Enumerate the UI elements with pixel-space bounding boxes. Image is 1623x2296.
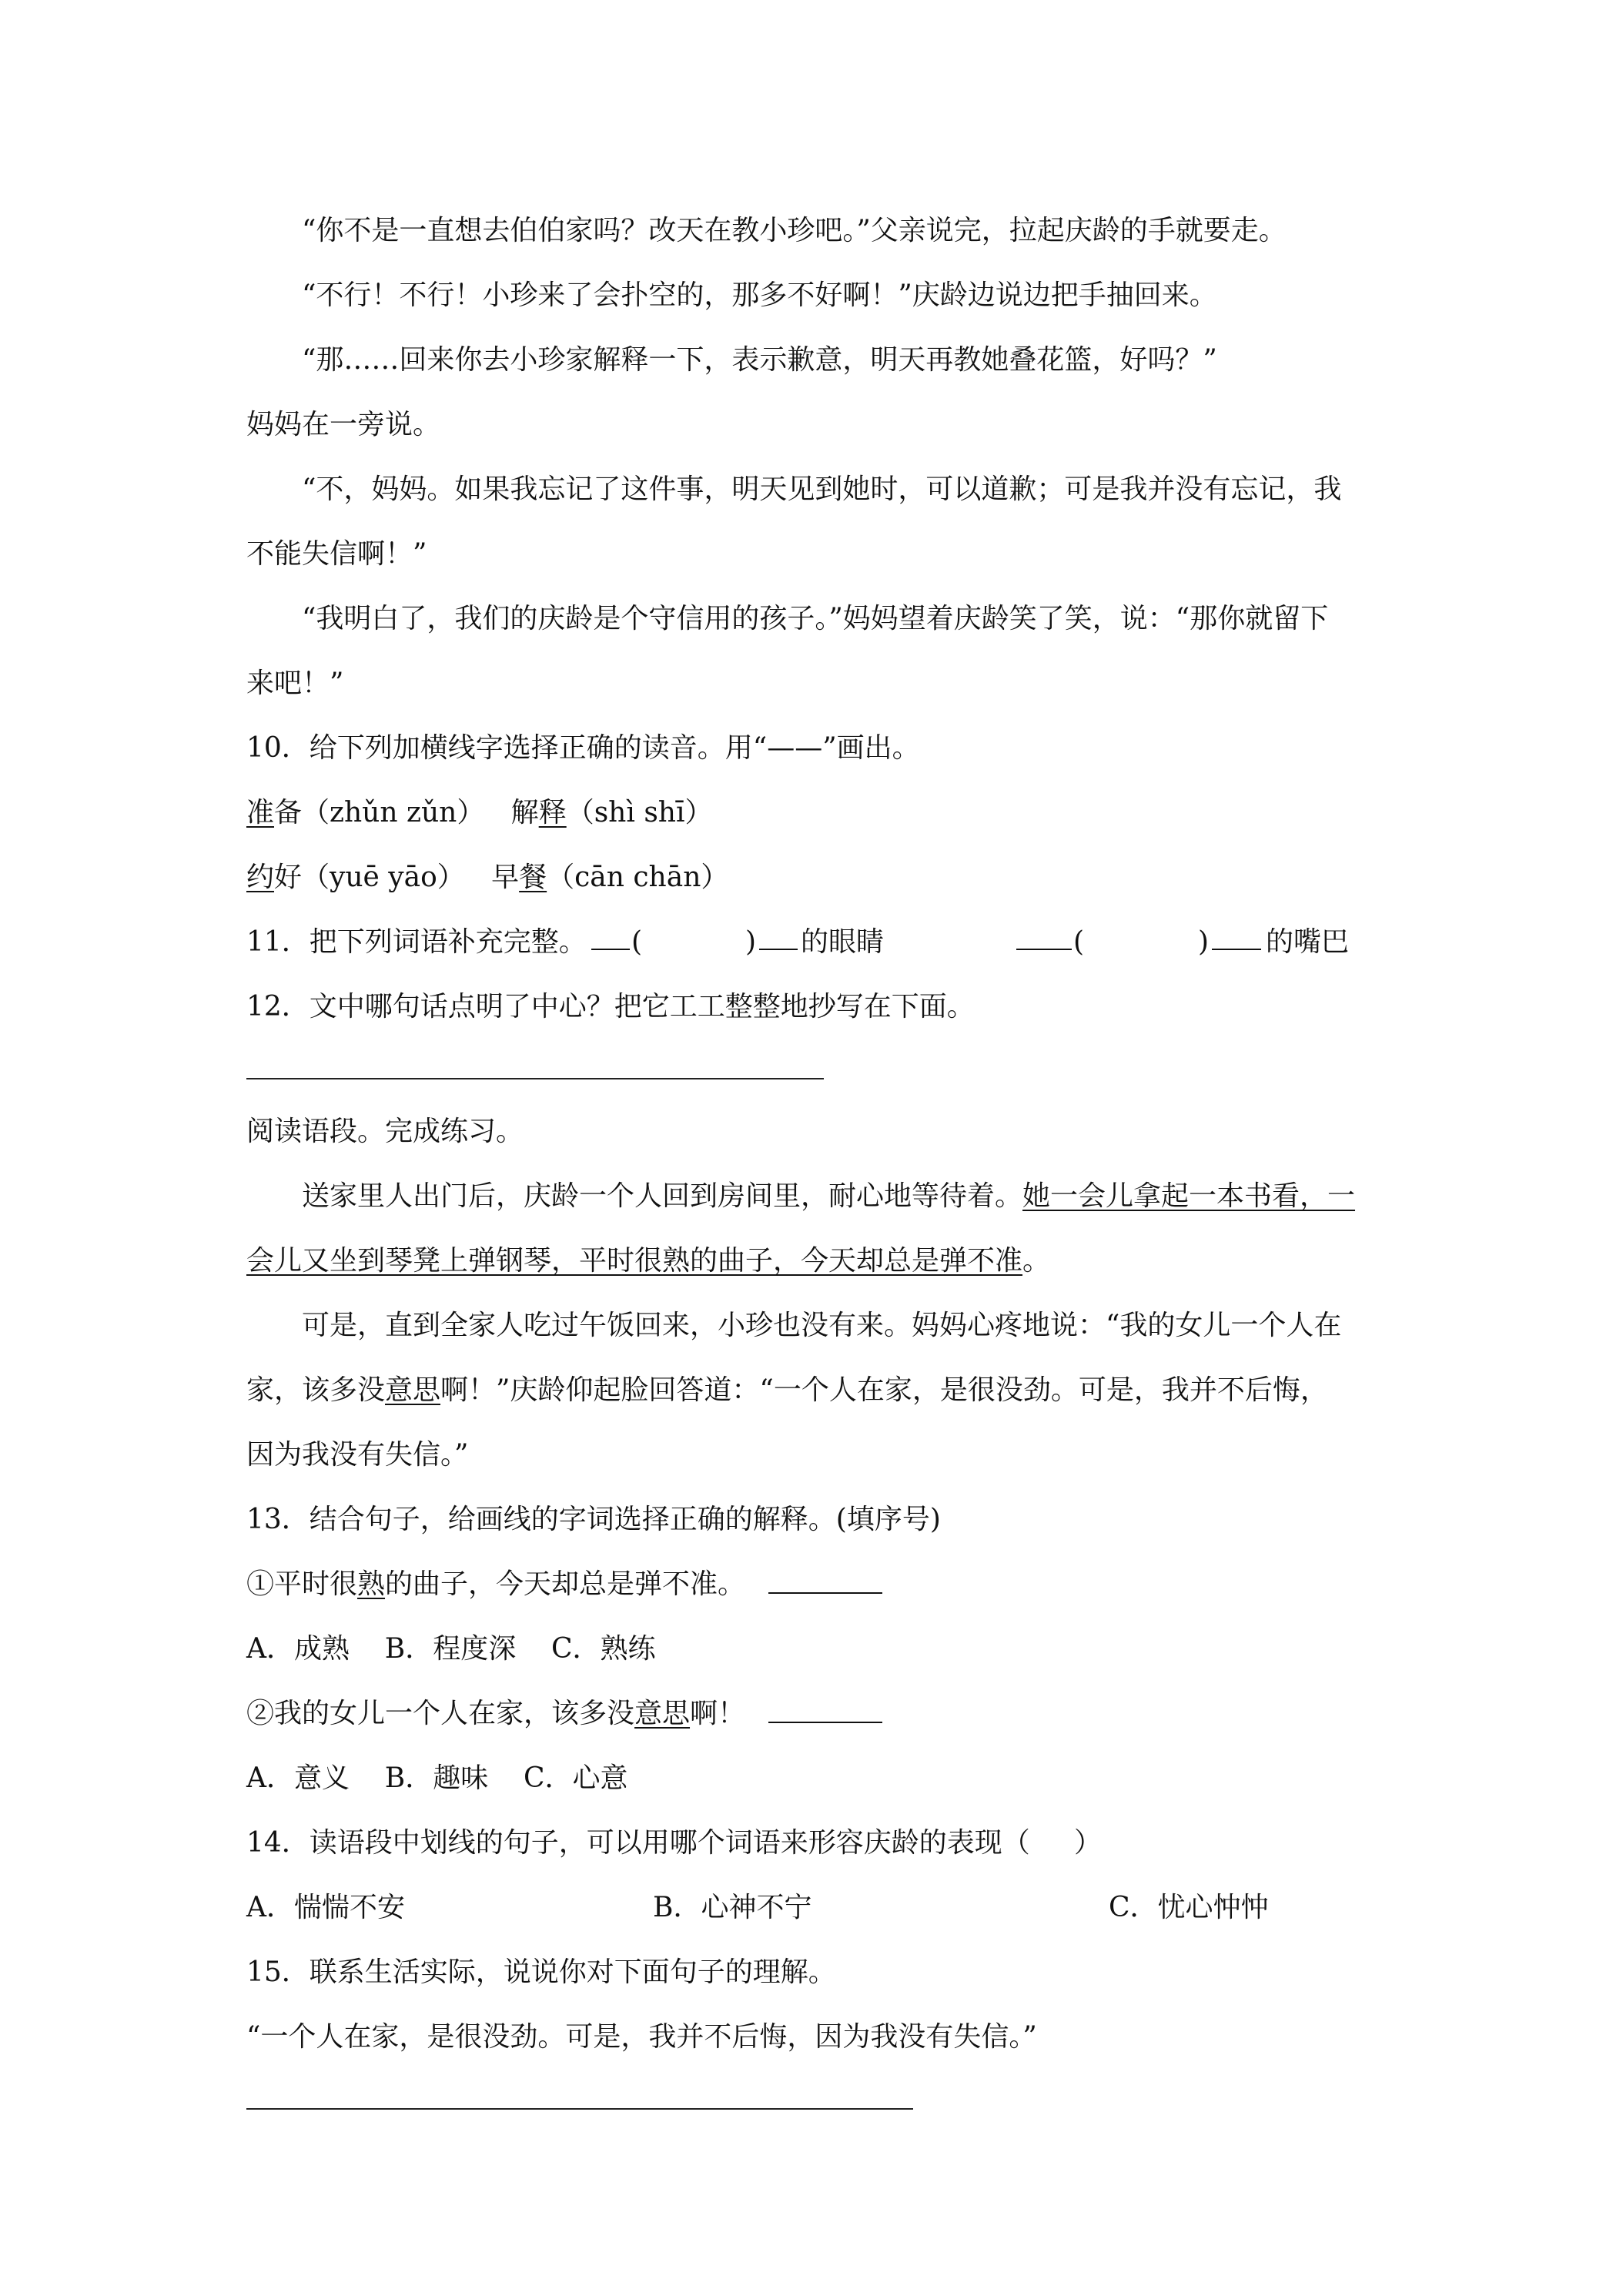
q11-target-2: 的嘴巴 <box>1266 926 1350 958</box>
passage1-paragraph-4-line2: 不能失信啊！” <box>246 538 427 570</box>
q14-option-a[interactable]: A．惴惴不安 <box>246 1892 405 1923</box>
q13-s1-underlined: 熟 <box>357 1568 386 1600</box>
q10-word4-rest: （cān chān） <box>547 862 729 893</box>
q15-answer-line[interactable] <box>246 2108 913 2110</box>
q13-sentence-1 <box>246 1566 745 1603</box>
q10-row-2 <box>246 859 728 896</box>
passage1-paragraph-1: “你不是一直想去伯伯家吗？改天在教小珍吧。”父亲说完，拉起庆龄的手就要走。 <box>302 215 1287 246</box>
q11-stem: 11．把下列词语补充完整。 <box>246 926 587 958</box>
q10-word2-rest: （shì shī） <box>566 797 713 828</box>
q11-blank-2b[interactable] <box>1212 949 1261 950</box>
passage2-paragraph-2-line1: 可是，直到全家人吃过午饭回来，小珍也没有来。妈妈心疼地说：“我的女儿一个人在 <box>302 1310 1342 1341</box>
q13-answer-blank-2[interactable] <box>768 1722 882 1723</box>
q10-word3-rest: 好（yuē yāo） <box>274 862 465 893</box>
passage2-underlined-yisi: 意思 <box>385 1374 441 1406</box>
passage2-paragraph-1-line1 <box>302 1178 1355 1215</box>
q10-word1-underlined: 准 <box>246 797 275 828</box>
passage2-heading: 阅读语段。完成练习。 <box>246 1116 524 1147</box>
passage2-paragraph-2-line2 <box>246 1372 1328 1409</box>
q13-s1-pre: ①平时很 <box>246 1568 358 1600</box>
q14-stem: 14．读语段中划线的句子，可以用哪个词语来形容庆龄的表现（ ） <box>246 1827 1103 1859</box>
q13-answer-blank-1[interactable] <box>768 1592 882 1594</box>
q10-word1-rest: 备（zhǔn zǔn） <box>274 797 485 828</box>
passage2-paragraph-1-line2 <box>246 1243 1050 1280</box>
q12-stem: 12．文中哪句话点明了中心？把它工工整整地抄写在下面。 <box>246 991 975 1022</box>
passage2-p1-plain: 送家里人出门后，庆龄一个人回到房间里，耐心地等待着。 <box>302 1180 1023 1212</box>
q13-stem: 13．结合句子，给画线的字词选择正确的解释。(填序号) <box>246 1504 941 1535</box>
q13-s2-underlined: 意思 <box>634 1698 691 1729</box>
q15-quote: “一个人在家，是很没劲。可是，我并不后悔，因为我没有失信。” <box>246 2021 1037 2053</box>
q11-paren-right-2: ) <box>1198 926 1210 958</box>
passage2-p2-post: 啊！”庆龄仰起脸回答道：“一个人在家，是很没劲。可是，我并不后悔， <box>440 1374 1328 1406</box>
passage2-paragraph-2-line3: 因为我没有失信。” <box>246 1439 469 1471</box>
q10-stem: 10．给下列加横线字选择正确的读音。用“——”画出。 <box>246 732 920 764</box>
passage2-underlined-sentence-part2: 会儿又坐到琴凳上弹钢琴，平时很熟的曲子，今天却总是弹不准 <box>246 1245 1023 1277</box>
passage1-paragraph-2: “不行！不行！小珍来了会扑空的，那多不好啊！”庆龄边说边把手抽回来。 <box>302 279 1217 311</box>
passage2-underlined-sentence-part1: 她一会儿拿起一本书看，一 <box>1022 1180 1356 1212</box>
passage1-paragraph-3-line2: 妈妈在一旁说。 <box>246 409 441 440</box>
passage1-paragraph-4-line1: “不，妈妈。如果我忘记了这件事，明天见到她时，可以道歉；可是我并没有忘记，我 <box>302 474 1342 505</box>
q14-option-b[interactable]: B．心神不宁 <box>653 1892 812 1923</box>
passage1-paragraph-3-line1: “那……回来你去小珍家解释一下，表示歉意，明天再教她叠花篮，好吗？” <box>302 344 1217 376</box>
q12-answer-line[interactable] <box>246 1078 824 1079</box>
passage2-p1-end: 。 <box>1022 1245 1051 1277</box>
q14-option-c[interactable]: C．忧心忡忡 <box>1109 1892 1269 1923</box>
q10-word4-underlined: 餐 <box>519 862 547 893</box>
passage1-paragraph-5-line2: 来吧！” <box>246 668 344 699</box>
q10-word2-pre: 解 <box>510 797 539 828</box>
q13-s2-pre: ②我的女儿一个人在家，该多没 <box>246 1698 635 1729</box>
q11-blank-1b[interactable] <box>759 949 798 950</box>
q11-paren-left-1: ( <box>631 926 643 958</box>
passage1-paragraph-5-line1: “我明白了，我们的庆龄是个守信用的孩子。”妈妈望着庆龄笑了笑，说：“那你就留下 <box>302 603 1329 634</box>
q11-blank-2a[interactable] <box>1016 949 1072 950</box>
q13-options-2: A．意义 B．趣味 C．心意 <box>246 1762 628 1794</box>
q11-target-1: 的眼睛 <box>801 926 885 958</box>
q10-row-1 <box>246 795 713 832</box>
q10-word3-underlined: 约 <box>246 862 275 893</box>
q13-options-1: A．成熟 B．程度深 C．熟练 <box>246 1633 656 1665</box>
q13-s2-post: 啊！ <box>690 1698 746 1729</box>
q11-paren-right-1: ) <box>745 926 757 958</box>
passage2-p2-pre: 家，该多没 <box>246 1374 386 1406</box>
q11-blank-1a[interactable] <box>591 949 630 950</box>
q11-paren-left-2: ( <box>1073 926 1085 958</box>
q13-s1-post: 的曲子，今天却总是弹不准。 <box>385 1568 746 1600</box>
q10-word4-pre: 早 <box>491 862 520 893</box>
q15-stem: 15．联系生活实际，说说你对下面句子的理解。 <box>246 1956 836 1988</box>
q13-sentence-2 <box>246 1695 745 1732</box>
q10-word2-underlined: 释 <box>538 797 567 828</box>
